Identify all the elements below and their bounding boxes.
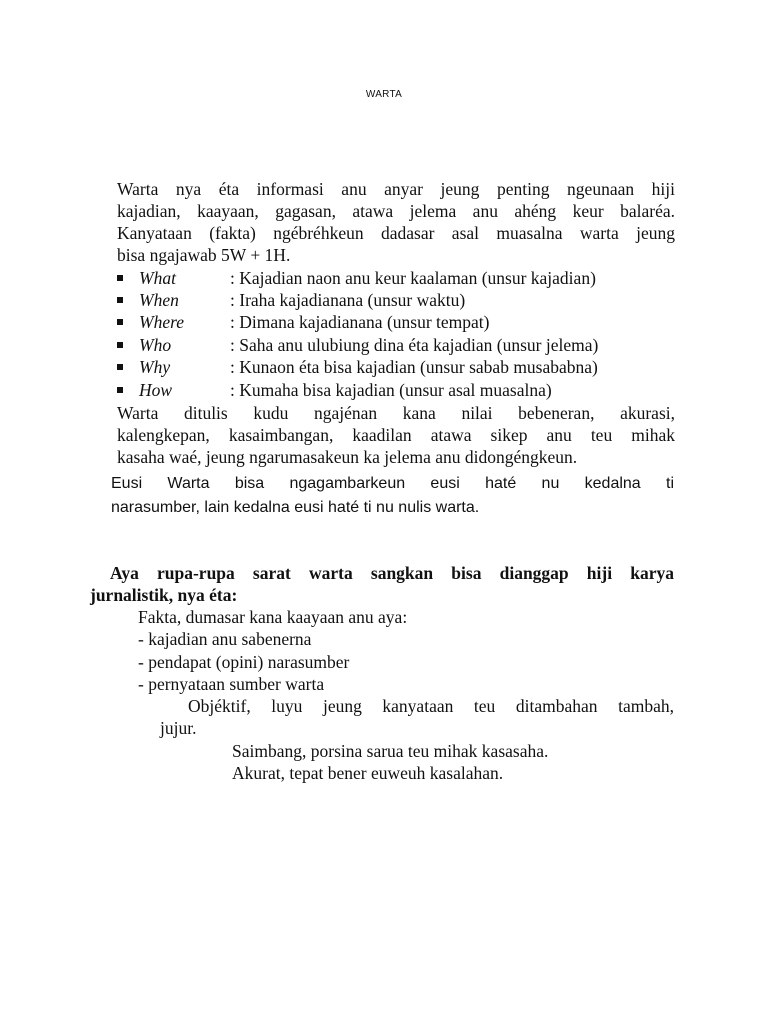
fact-intro: Fakta, dumasar kana kaayaan anu aya:: [138, 607, 408, 627]
intro-line: Warta nya éta informasi anu anyar jeung penting ngeunaan hiji: [117, 179, 675, 199]
balanced-line: Saimbang, porsina sarua teu mihak kasasaha.: [232, 741, 549, 761]
accurate-line: Akurat, tepat bener euweuh kasalahan.: [232, 763, 504, 783]
intro-line: bisa ngajawab 5W + 1H.: [117, 245, 291, 265]
fact-item: - kajadian anu sabenerna: [138, 629, 312, 649]
element-key: How: [139, 380, 173, 400]
element-key: When: [139, 290, 179, 310]
element-desc: : Kajadian naon anu keur kaalaman (unsur kajadian): [230, 268, 596, 288]
square-bullet-icon: [117, 387, 123, 393]
element-desc: : Kumaha bisa kajadian (unsur asal muasalna): [230, 380, 552, 400]
square-bullet-icon: [117, 319, 123, 325]
content-line: narasumber, lain kedalna eusi haté ti nu nulis warta.: [111, 499, 480, 516]
writing-line: kasaha waé, jeung ngarumasakeun ka jelema anu didongéngkeun.: [117, 447, 578, 467]
objective-line: Objéktif, luyu jeung kanyataan teu ditambahan tambah,: [188, 696, 674, 716]
square-bullet-icon: [117, 342, 123, 348]
fact-item: - pernyataan sumber warta: [138, 674, 325, 694]
element-key: What: [139, 268, 176, 288]
content-line: Eusi Warta bisa ngagambarkeun eusi haté nu kedalna ti: [111, 475, 674, 492]
element-key: Where: [139, 312, 185, 332]
heading-line: Aya rupa-rupa sarat warta sangkan bisa dianggap hiji karya: [110, 563, 674, 583]
element-desc: : Dimana kajadianana (unsur tempat): [230, 312, 490, 332]
element-key: Who: [139, 335, 172, 355]
element-key: Why: [139, 357, 171, 377]
intro-line: kajadian, kaayaan, gagasan, atawa jelema anu ahéng keur balaréa.: [117, 201, 675, 221]
objective-line: jujur.: [160, 718, 197, 738]
square-bullet-icon: [117, 364, 123, 370]
element-desc: : Iraha kajadianana (unsur waktu): [230, 290, 466, 310]
heading-line: jurnalistik, nya éta:: [90, 585, 238, 605]
square-bullet-icon: [117, 275, 123, 281]
fact-item: - pendapat (opini) narasumber: [138, 652, 350, 672]
element-desc: : Saha anu ulubiung dina éta kajadian (unsur jelema): [230, 335, 599, 355]
writing-line: kalengkepan, kasaimbangan, kaadilan atawa sikep anu teu mihak: [117, 425, 675, 445]
element-desc: : Kunaon éta bisa kajadian (unsur sabab musababna): [230, 357, 598, 377]
page-title: WARTA: [365, 89, 403, 100]
square-bullet-icon: [117, 297, 123, 303]
writing-line: Warta ditulis kudu ngajénan kana nilai bebeneran, akurasi,: [117, 403, 675, 423]
intro-line: Kanyataan (fakta) ngébréhkeun dadasar asal muasalna warta jeung: [117, 223, 675, 243]
